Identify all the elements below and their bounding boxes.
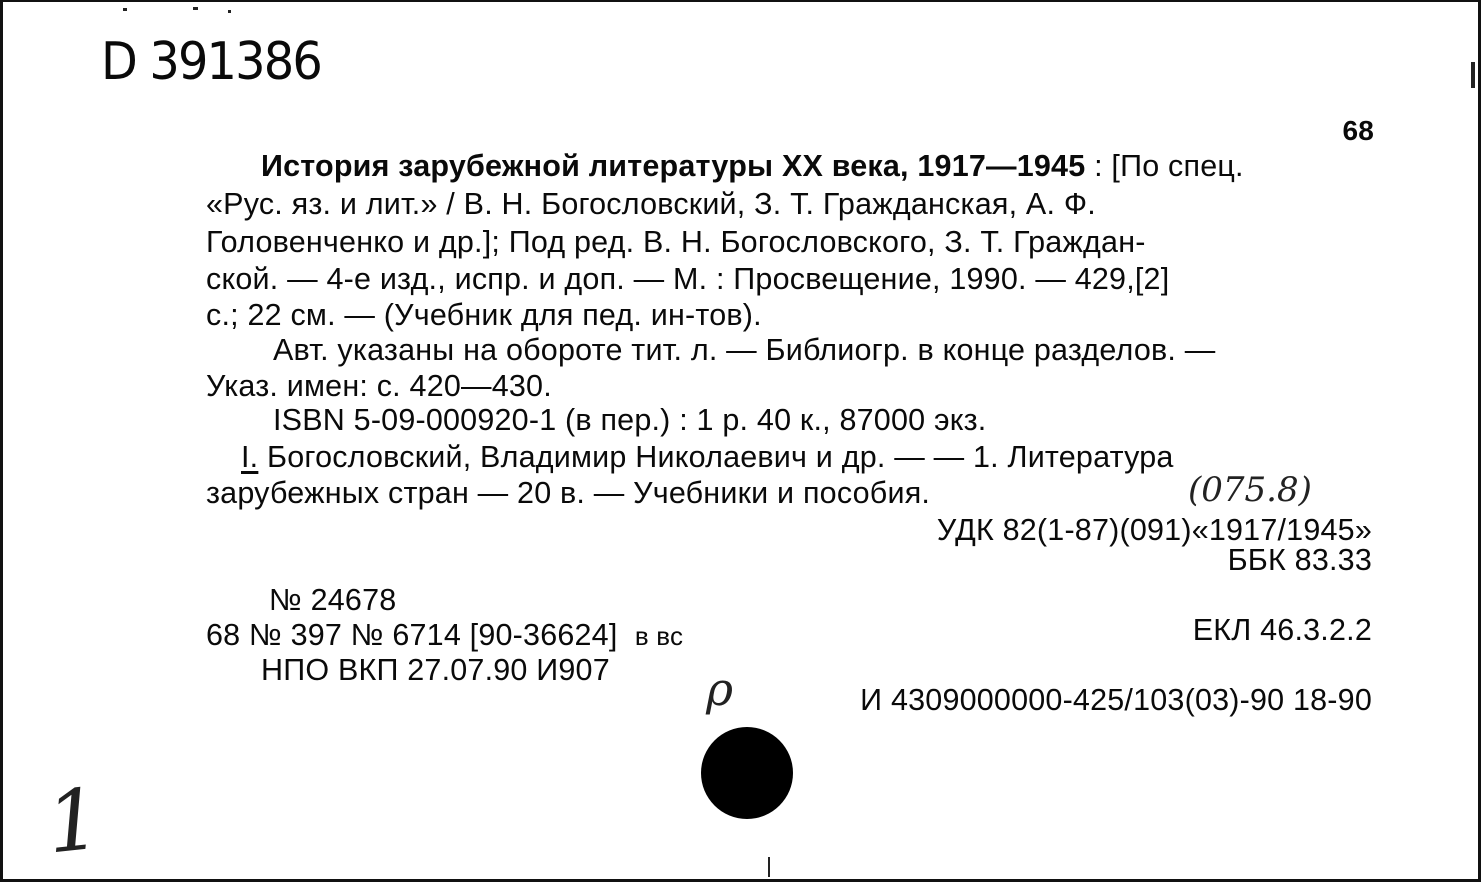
notes-line-2: Указ. имен: с. 420—430. bbox=[206, 369, 552, 403]
entry-title: История зарубежной литературы XX века, 1917—1945 bbox=[261, 149, 1086, 183]
tracing-line-1 bbox=[241, 439, 1174, 476]
tracing-line1-text: Богословский, Владимир Николаевич и др. — — 1. Литература bbox=[258, 440, 1174, 474]
handwritten-digit: 1 bbox=[42, 769, 106, 873]
isbn-line: ISBN 5-09-000920-1 (в пер.) : 1 р. 40 к., 87000 экз. bbox=[273, 403, 987, 437]
order-line bbox=[206, 617, 683, 654]
entry-line-2: «Рус. яз. и лит.» / В. Н. Богословский, З. Т. Гражданская, А. Ф. bbox=[206, 187, 1096, 221]
entry-line-5: с.; 22 см. — (Учебник для пед. ин-тов). bbox=[206, 298, 762, 332]
ekl-index: ЕКЛ 46.3.2.2 bbox=[1192, 613, 1372, 647]
printer-info: НПО ВКП 27.07.90 И907 bbox=[261, 653, 610, 687]
tracing-marker: I. bbox=[241, 440, 259, 474]
class-number: 68 bbox=[1342, 115, 1374, 146]
order-numbers: 68 № 397 № 6714 [90-36624] bbox=[206, 618, 618, 652]
call-number: D 391386 bbox=[101, 32, 321, 92]
handwritten-letter: ρ bbox=[706, 662, 734, 716]
scan-speck bbox=[768, 857, 770, 877]
entry-line1-rest: : [По спец. bbox=[1085, 149, 1244, 183]
scan-speck bbox=[228, 10, 231, 13]
udk-index: УДК 82(1-87)(091)«1917/1945» bbox=[936, 513, 1372, 547]
accession-number: № 24678 bbox=[269, 583, 397, 617]
scan-speck bbox=[1471, 62, 1475, 88]
order-suffix: в вс bbox=[634, 621, 684, 651]
publisher-code: И 4309000000-425/103(03)-90 18-90 bbox=[860, 683, 1372, 717]
bbk-index: ББК 83.33 bbox=[1227, 543, 1372, 577]
handwritten-correction: (075.8) bbox=[1188, 470, 1312, 510]
scan-speck bbox=[123, 8, 127, 11]
scan-speck bbox=[193, 7, 198, 10]
tracing-line-2: зарубежных стран — 20 в. — Учебники и пособия. bbox=[206, 476, 931, 510]
punch-hole bbox=[701, 727, 793, 819]
entry-line-4: ской. — 4-е изд., испр. и доп. — М. : Просвещение, 1990. — 429,[2] bbox=[206, 262, 1170, 296]
notes-line-1: Авт. указаны на обороте тит. л. — Библиогр. в конце разделов. — bbox=[273, 333, 1216, 367]
entry-line-3: Головенченко и др.]; Под ред. В. Н. Богословского, З. Т. Граждан- bbox=[206, 225, 1146, 259]
entry-line-1 bbox=[261, 148, 1244, 185]
